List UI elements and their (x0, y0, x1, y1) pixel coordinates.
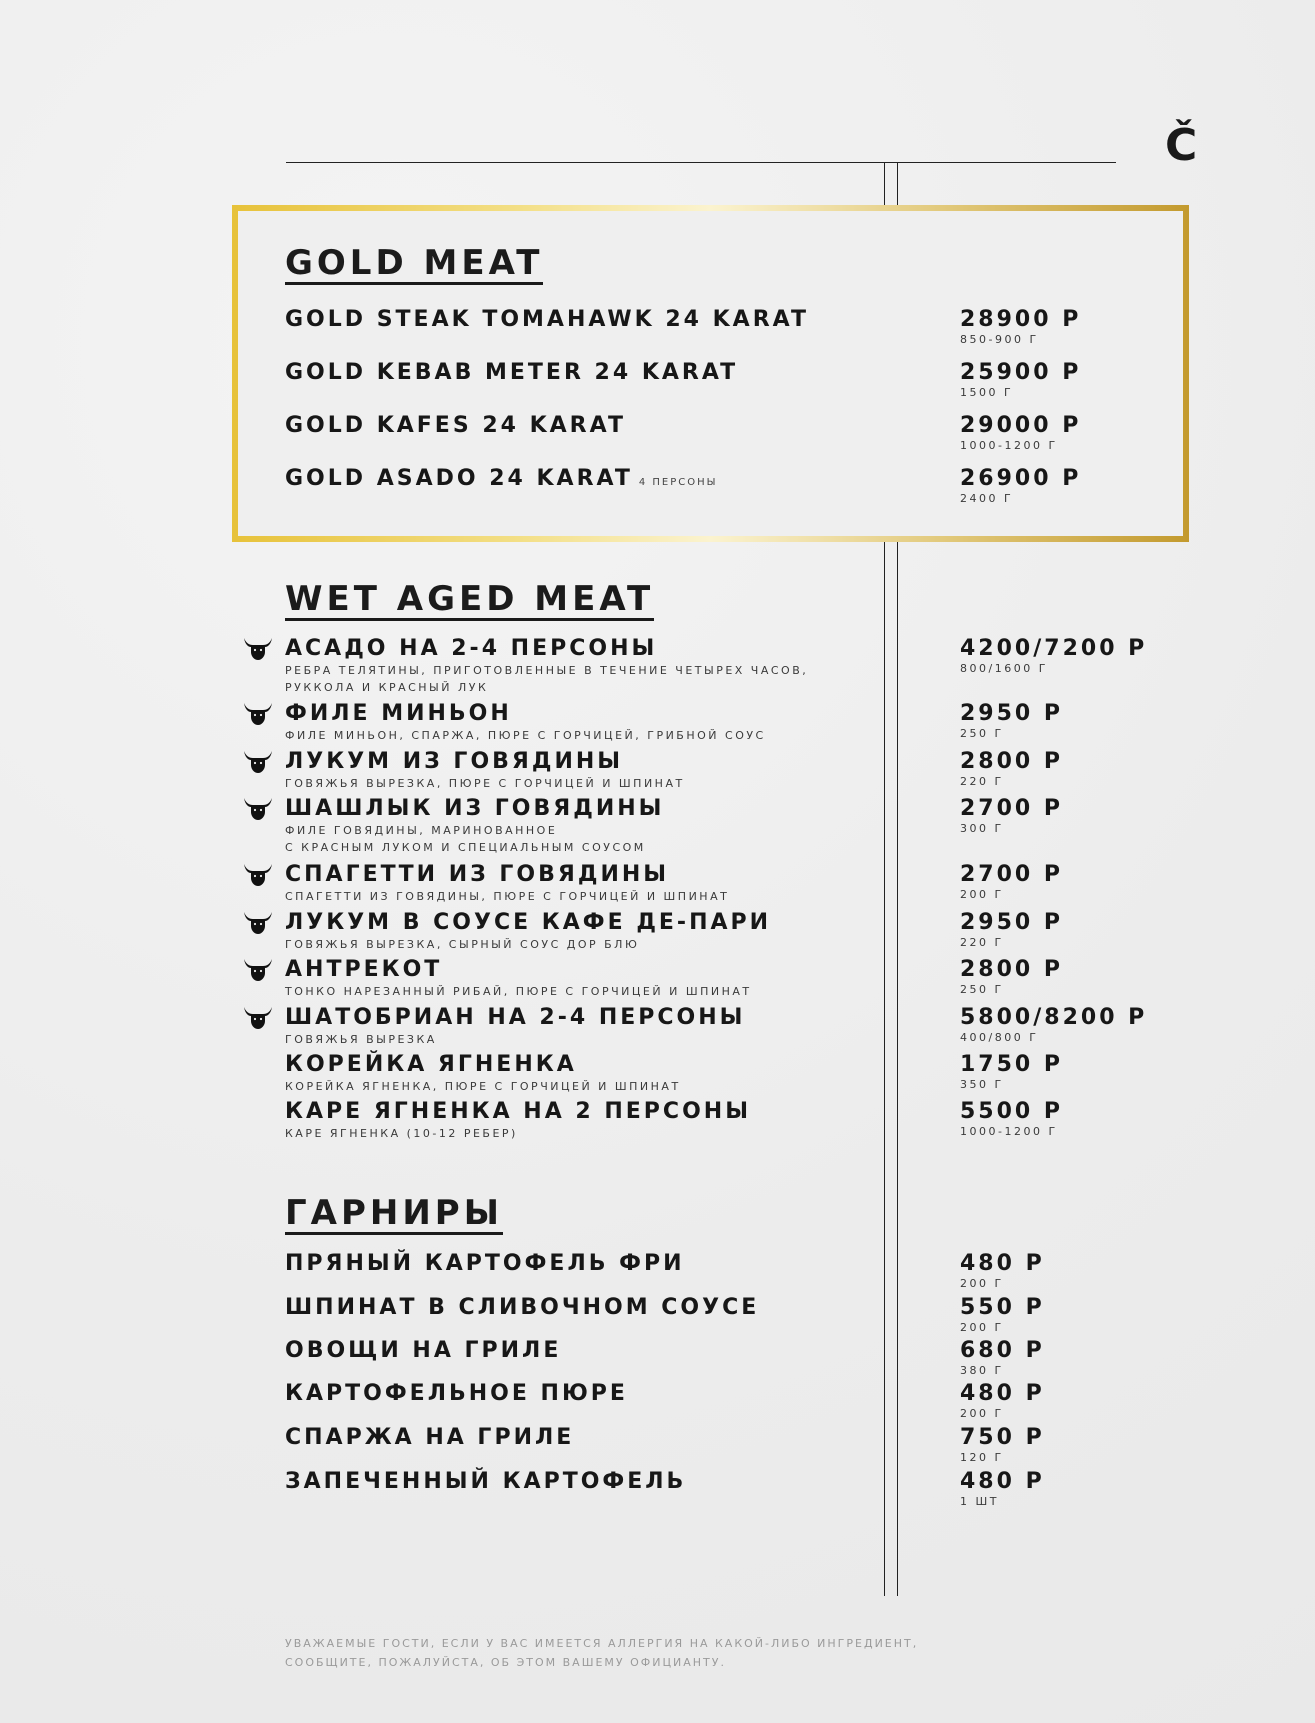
item-name: GOLD STEAK TOMAHAWK 24 KARAT (285, 307, 809, 332)
menu-item (285, 910, 771, 953)
item-price: 550 Р (960, 1295, 1045, 1320)
item-weight: 250 Г (960, 983, 1004, 996)
item-weight: 1 ШТ (960, 1495, 999, 1508)
bull-head-icon (243, 795, 273, 821)
item-name: КОРЕЙКА ЯГНЕНКА (285, 1052, 577, 1077)
item-price: 680 Р (960, 1338, 1045, 1363)
item-weight: 400/800 Г (960, 1031, 1039, 1044)
price-block (960, 1005, 1147, 1045)
bull-head-icon (243, 700, 273, 726)
price-block (960, 1338, 1045, 1378)
item-weight: 380 Г (960, 1364, 1004, 1377)
item-note: 4 ПЕРСОНЫ (638, 477, 718, 488)
item-weight: 120 Г (960, 1451, 1004, 1464)
menu-item (285, 1251, 685, 1277)
price-block (960, 862, 1063, 902)
item-name: ЛУКУМ В СОУСЕ КАФЕ ДЕ-ПАРИ (285, 910, 772, 935)
item-name: GOLD ASADO 24 KARAT (285, 466, 633, 491)
item-price: 480 Р (960, 1469, 1045, 1494)
item-name: АНТРЕКОТ (285, 957, 443, 982)
item-name: ПРЯНЫЙ КАРТОФЕЛЬ ФРИ (285, 1251, 685, 1276)
item-name: ЛУКУМ ИЗ ГОВЯДИНЫ (285, 749, 624, 774)
item-weight: 1000-1200 Г (960, 1125, 1058, 1138)
price-block (960, 796, 1063, 836)
menu-item (285, 360, 738, 386)
item-weight: 350 Г (960, 1078, 1004, 1091)
item-name: ЗАПЕЧЕННЫЙ КАРТОФЕЛЬ (285, 1469, 687, 1494)
item-price: 2800 Р (960, 957, 1064, 982)
item-description: ГОВЯЖЬЯ ВЫРЕЗКА (285, 1033, 437, 1046)
item-weight: 200 Г (960, 888, 1004, 901)
item-weight: 850-900 Г (960, 333, 1039, 346)
item-name: КАРЕ ЯГНЕНКА НА 2 ПЕРСОНЫ (285, 1099, 751, 1124)
price-block (960, 701, 1063, 741)
price-block (960, 360, 1081, 400)
price-block (960, 957, 1063, 997)
item-description: КАРЕ ЯГНЕНКА (10-12 РЕБЕР) (285, 1127, 518, 1140)
menu-item (285, 1099, 751, 1142)
item-name: АСАДО НА 2-4 ПЕРСОНЫ (285, 636, 658, 661)
item-price: 2950 Р (960, 701, 1064, 726)
allergy-notice-line: УВАЖАЕМЫЕ ГОСТИ, ЕСЛИ У ВАС ИМЕЕТСЯ АЛЛЕРГИЯ НА КАКОЙ-ЛИБО ИНГРЕДИЕНТ, (285, 1637, 919, 1650)
item-name: ФИЛЕ МИНЬОН (285, 701, 512, 726)
menu-item (285, 862, 729, 905)
price-block (960, 466, 1081, 506)
item-price: 28900 Р (960, 307, 1082, 332)
price-block (960, 910, 1063, 950)
item-name: КАРТОФЕЛЬНОЕ ПЮРЕ (285, 1381, 628, 1406)
item-weight: 200 Г (960, 1277, 1004, 1290)
item-price: 25900 Р (960, 360, 1082, 385)
allergy-notice (285, 1634, 918, 1672)
menu-item (285, 1338, 561, 1364)
item-description: ФИЛЕ МИНЬОН, СПАРЖА, ПЮРЕ С ГОРЧИЦЕЙ, ГРИБНОЙ СОУС (285, 729, 766, 742)
item-weight: 1500 Г (960, 386, 1014, 399)
menu-item (285, 1005, 745, 1048)
item-price: 2700 Р (960, 796, 1064, 821)
menu-item (285, 1469, 686, 1495)
price-block (960, 1425, 1045, 1465)
menu-item (285, 957, 752, 1000)
bull-head-icon (243, 956, 273, 982)
menu-item (285, 413, 626, 439)
item-description: РУККОЛА И КРАСНЫЙ ЛУК (285, 681, 489, 694)
item-description: СПАГЕТТИ ИЗ ГОВЯДИНЫ, ПЮРЕ С ГОРЧИЦЕЙ И ШПИНАТ (285, 890, 730, 903)
brand-logo: Č (1165, 120, 1198, 171)
item-price: 1750 Р (960, 1052, 1064, 1077)
item-description: С КРАСНЫМ ЛУКОМ И СПЕЦИАЛЬНЫМ СОУСОМ (285, 841, 646, 854)
section-title-gold: GOLD MEAT (285, 243, 544, 283)
bull-head-icon (243, 861, 273, 887)
item-weight: 800/1600 Г (960, 662, 1048, 675)
price-block (960, 1099, 1063, 1139)
item-weight: 300 Г (960, 822, 1004, 835)
section-title-sides: ГАРНИРЫ (285, 1193, 503, 1233)
bull-head-icon (243, 635, 273, 661)
item-weight: 200 Г (960, 1321, 1004, 1334)
item-price: 26900 Р (960, 466, 1082, 491)
menu-item (285, 749, 685, 792)
item-description: ГОВЯЖЬЯ ВЫРЕЗКА, СЫРНЫЙ СОУС ДОР БЛЮ (285, 938, 640, 951)
item-price: 2950 Р (960, 910, 1064, 935)
menu-item (285, 466, 717, 492)
item-name: СПАРЖА НА ГРИЛЕ (285, 1425, 575, 1450)
price-block (960, 749, 1063, 789)
bull-head-icon (243, 748, 273, 774)
item-name: ШАШЛЫК ИЗ ГОВЯДИНЫ (285, 796, 665, 821)
item-weight: 2400 Г (960, 492, 1014, 505)
item-price: 2700 Р (960, 862, 1064, 887)
item-weight: 220 Г (960, 775, 1004, 788)
allergy-notice-line: СООБЩИТЕ, ПОЖАЛУЙСТА, ОБ ЭТОМ ВАШЕМУ ОФИЦИАНТУ. (285, 1656, 726, 1669)
item-weight: 220 Г (960, 936, 1004, 949)
item-name: СПАГЕТТИ ИЗ ГОВЯДИНЫ (285, 862, 670, 887)
price-block (960, 1251, 1045, 1291)
menu-item (285, 1381, 628, 1407)
item-price: 5500 Р (960, 1099, 1064, 1124)
price-block (960, 1381, 1045, 1421)
item-price: 480 Р (960, 1381, 1045, 1406)
item-price: 29000 Р (960, 413, 1082, 438)
item-name: ШПИНАТ В СЛИВОЧНОМ СОУСЕ (285, 1295, 760, 1320)
price-block (960, 1469, 1045, 1509)
item-description: РЕБРА ТЕЛЯТИНЫ, ПРИГОТОВЛЕННЫЕ В ТЕЧЕНИЕ ЧЕТЫРЕХ ЧАСОВ, (285, 664, 809, 677)
item-weight: 200 Г (960, 1407, 1004, 1420)
bull-head-icon (243, 1004, 273, 1030)
item-name: GOLD KAFES 24 KARAT (285, 413, 626, 438)
price-block (960, 636, 1147, 676)
item-description: ФИЛЕ ГОВЯДИНЫ, МАРИНОВАННОЕ (285, 824, 558, 837)
item-name: GOLD KEBAB METER 24 KARAT (285, 360, 739, 385)
menu-item (285, 307, 809, 333)
item-name: ШАТОБРИАН НА 2-4 ПЕРСОНЫ (285, 1005, 746, 1030)
price-block (960, 1295, 1045, 1335)
item-price: 480 Р (960, 1251, 1045, 1276)
item-description: ТОНКО НАРЕЗАННЫЙ РИБАЙ, ПЮРЕ С ГОРЧИЦЕЙ И ШПИНАТ (285, 985, 752, 998)
menu-item (285, 1052, 681, 1095)
price-block (960, 1052, 1063, 1092)
item-description: ГОВЯЖЬЯ ВЫРЕЗКА, ПЮРЕ С ГОРЧИЦЕЙ И ШПИНАТ (285, 777, 685, 790)
menu-item (285, 636, 808, 696)
menu-item (285, 701, 766, 744)
item-price: 5800/8200 Р (960, 1005, 1148, 1030)
menu-item (285, 796, 664, 856)
item-price: 4200/7200 Р (960, 636, 1148, 661)
item-name: ОВОЩИ НА ГРИЛЕ (285, 1338, 562, 1363)
item-weight: 1000-1200 Г (960, 439, 1058, 452)
top-rule (286, 162, 1116, 163)
menu-item (285, 1425, 574, 1451)
section-title-wet-aged: WET AGED MEAT (285, 579, 655, 619)
item-weight: 250 Г (960, 727, 1004, 740)
menu-item (285, 1295, 759, 1321)
price-block (960, 413, 1081, 453)
bull-head-icon (243, 909, 273, 935)
item-price: 2800 Р (960, 749, 1064, 774)
price-block (960, 307, 1081, 347)
item-description: КОРЕЙКА ЯГНЕНКА, ПЮРЕ С ГОРЧИЦЕЙ И ШПИНАТ (285, 1080, 681, 1093)
item-price: 750 Р (960, 1425, 1045, 1450)
